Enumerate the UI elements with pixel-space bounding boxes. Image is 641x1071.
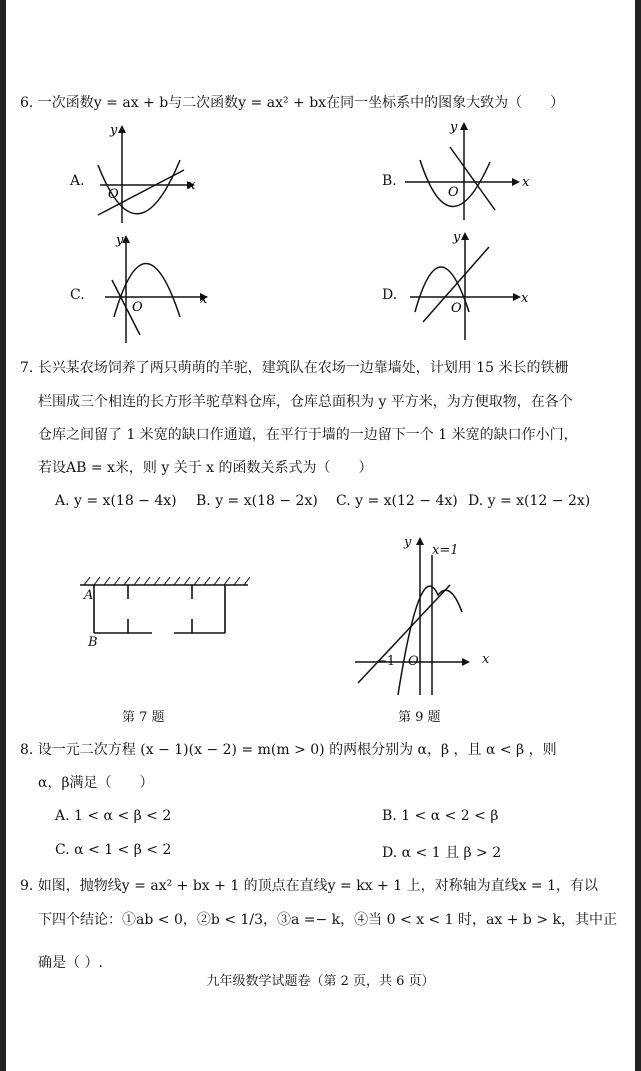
q6-graph-c[interactable] xyxy=(100,235,230,345)
svg-text:x: x xyxy=(521,291,529,306)
svg-text:x: x xyxy=(522,175,530,190)
q8-option-b[interactable]: B. 1 < α < 2 < β xyxy=(382,808,499,824)
svg-text:y: y xyxy=(110,123,118,138)
q6-option-a-label: A. xyxy=(70,173,85,189)
page-edge-right xyxy=(635,0,641,1071)
q9-fig-x-label: x xyxy=(482,652,490,667)
q8-line-2: α，β满足（ ） xyxy=(38,775,154,791)
q6-option-c-label: C. xyxy=(70,287,85,303)
q8-option-c[interactable]: C. α < 1 < β < 2 xyxy=(55,842,172,858)
q6-stem: 6. 一次函数y = ax + b与二次函数y = ax² + bx在同一坐标系中的图象大致为（ ） xyxy=(20,95,565,111)
page-footer: 九年级数学试题卷（第 2 页，共 6 页） xyxy=(206,974,435,989)
svg-text:O: O xyxy=(451,301,462,316)
q7-option-b[interactable]: B. y = x(18 − 2x) xyxy=(196,493,318,509)
q7-option-d[interactable]: D. y = x(12 − 2x) xyxy=(468,493,591,509)
q8-option-a[interactable]: A. 1 < α < β < 2 xyxy=(55,808,172,824)
svg-text:y: y xyxy=(116,233,124,248)
svg-text:x: x xyxy=(188,178,196,193)
q9-caption: 第 9 题 xyxy=(398,710,441,725)
q6-graph-d[interactable] xyxy=(405,232,545,342)
q7-caption: 第 7 题 xyxy=(122,710,165,725)
svg-text:y: y xyxy=(450,120,458,135)
svg-text:y: y xyxy=(453,230,461,245)
q6-option-b-label: B. xyxy=(382,173,397,189)
q7-line-1: 7. 长兴某农场饲养了两只萌萌的羊驼，建筑队在农场一边靠墙处，计划用 15 米长的铁栅 xyxy=(20,360,569,376)
q9-fig-axis-label: x=1 xyxy=(432,543,459,558)
q9-line-1: 9. 如图，抛物线y = ax² + bx + 1 的顶点在直线y = kx + 1 上，对称轴为直线x = 1，有以 xyxy=(20,878,599,894)
q7-fence-figure xyxy=(80,575,260,655)
q9-fig-origin: O xyxy=(408,654,419,669)
q7-line-2: 栏围成三个相连的长方形羊驼草料仓库，仓库总面积为 y 平方米，为方便取物，在各个 xyxy=(38,394,573,410)
q9-fig-y-label: y xyxy=(404,535,412,550)
q7-line-4: 若设AB = x米，则 y 关于 x 的函数关系式为（ ） xyxy=(38,460,373,476)
page-edge-left xyxy=(0,0,6,1071)
q7-line-3: 仓库之间留了 1 米宽的缺口作通道，在平行于墙的一边留下一个 1 米宽的缺口作小门， xyxy=(38,427,578,443)
svg-text:O: O xyxy=(448,185,459,200)
q7-label-a: A xyxy=(84,588,94,603)
q7-label-b: B xyxy=(88,635,98,650)
q8-option-d[interactable]: D. α < 1 且 β > 2 xyxy=(382,845,502,861)
svg-text:O: O xyxy=(132,300,143,315)
q7-option-c[interactable]: C. y = x(12 − 4x) xyxy=(336,493,458,509)
svg-text:O: O xyxy=(108,187,119,202)
q9-line-2: 下四个结论：①ab < 0，②b < 1/3，③a =− k，④当 0 < x < 1 时，ax + b > k，其中正 xyxy=(38,912,617,928)
q9-line-3: 确是（ ）. xyxy=(38,955,103,971)
svg-text:x: x xyxy=(200,292,208,307)
q6-graph-a[interactable] xyxy=(92,125,212,225)
q7-option-a[interactable]: A. y = x(18 − 4x) xyxy=(55,493,177,509)
q6-graph-b[interactable] xyxy=(400,122,540,222)
q9-fig-neg1: −1 xyxy=(376,654,396,669)
q6-option-d-label: D. xyxy=(382,287,398,303)
q9-parabola-figure xyxy=(350,535,490,700)
q8-line-1: 8. 设一元二次方程 (x − 1)(x − 2) = m(m > 0) 的两根分别为 α，β ，且 α < β ，则 xyxy=(20,742,557,758)
